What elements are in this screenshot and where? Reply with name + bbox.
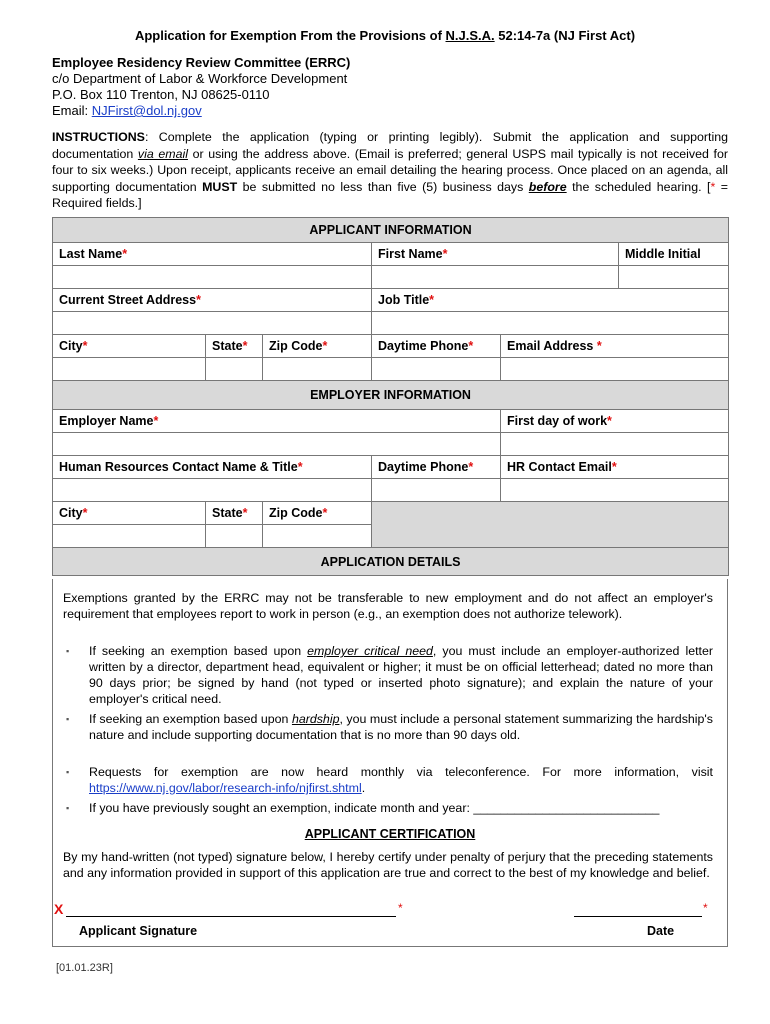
zip-code-field[interactable]: [263, 358, 372, 381]
email-line: Email: NJFirst@dol.nj.gov: [52, 103, 202, 118]
signature-line[interactable]: [66, 916, 396, 917]
mailing-address: P.O. Box 110 Trenton, NJ 08625-0110: [52, 87, 270, 102]
employer-city-label: City*: [53, 502, 206, 525]
state-field[interactable]: [206, 358, 263, 381]
hr-contact-label: Human Resources Contact Name & Title*: [53, 456, 372, 479]
employer-name-field[interactable]: [53, 433, 501, 456]
email-address-label: Email Address *: [501, 335, 729, 358]
zip-code-label: Zip Code*: [263, 335, 372, 358]
department-line: c/o Department of Labor & Workforce Development: [52, 71, 348, 86]
employer-city-field[interactable]: [53, 525, 206, 548]
middle-initial-label: Middle Initial: [619, 243, 729, 266]
employer-zip-label: Zip Code*: [263, 502, 372, 525]
details-section-heading: APPLICATION DETAILS: [53, 548, 729, 576]
details-box: [52, 579, 728, 947]
form-title: Application for Exemption From the Provisions of N.J.S.A. 52:14-7a (NJ First Act): [134, 28, 636, 43]
job-title-label: Job Title*: [372, 289, 729, 312]
previous-exemption-item[interactable]: If you have previously sought an exemption, indicate month and year: ___________________________: [89, 801, 660, 815]
job-title-field[interactable]: [372, 312, 729, 335]
employer-name-label: Employer Name*: [53, 410, 501, 433]
bullet-icon: ▪: [66, 646, 70, 656]
certification-heading: APPLICANT CERTIFICATION: [304, 827, 476, 841]
daytime-phone-label: Daytime Phone*: [372, 335, 501, 358]
email-address-field[interactable]: [501, 358, 729, 381]
hr-contact-field[interactable]: [53, 479, 372, 502]
employer-state-label: State*: [206, 502, 263, 525]
form-revision: [01.01.23R]: [56, 962, 113, 974]
instructions-paragraph: INSTRUCTIONS: Complete the application (typing or printing legibly). Submit the application and supporting documentation via email or using the address above. (Email is preferred; general USPS mail typically is not received for four to six weeks.) Upon receipt, applicants receive an email detailing the hearing process. Once placed on an agenda, all supporting documentation MUST be submitted no less than five (5) business days before the scheduled hearing. [* = Required fields.]: [52, 130, 728, 211]
daytime-phone-field[interactable]: [372, 358, 501, 381]
committee-name: Employee Residency Review Committee (ERRC): [52, 55, 351, 70]
certification-text: By my hand-written (not typed) signature below, I hereby certify under penalty of perjury that the preceding statements and any information provided in support of this application are true and correct to the best of my knowledge and belief.: [63, 850, 713, 880]
last-name-field[interactable]: [53, 266, 372, 289]
bullet-icon: ▪: [66, 767, 70, 777]
employer-zip-field[interactable]: [263, 525, 372, 548]
critical-need-item: If seeking an exemption based upon employer critical need, you must include an employer-authorized letter written by a director, department head, equivalent or higher; it must be on official letterhead; dated no more than 90 days prior; be signed by hand (not typed or inserted photo signature); and explain the nature of your employer's critical need.: [89, 644, 713, 706]
street-address-label: Current Street Address*: [53, 289, 372, 312]
first-name-field[interactable]: [372, 266, 619, 289]
middle-initial-field[interactable]: [619, 266, 729, 289]
applicant-section-heading: APPLICANT INFORMATION: [53, 218, 729, 243]
city-label: City*: [53, 335, 206, 358]
form-grid: [52, 217, 729, 576]
first-name-label: First Name*: [372, 243, 619, 266]
bullet-icon: ▪: [66, 714, 70, 724]
employer-phone-field[interactable]: [372, 479, 501, 502]
shaded-blank-cell: [372, 502, 729, 548]
signature-x-mark: X: [54, 901, 64, 917]
details-intro: Exemptions granted by the ERRC may not be transferable to new employment and do not affect an employer's requirement that employees report to work in person (e.g., an exemption does not authorize telework).: [63, 591, 713, 621]
date-line[interactable]: [574, 916, 702, 917]
teleconference-item: Requests for exemption are now heard monthly via teleconference. For more information, visit https://www.nj.gov/labor/research-info/njfirst.shtml.: [89, 765, 713, 795]
employer-phone-label: Daytime Phone*: [372, 456, 501, 479]
date-label: Date: [647, 924, 675, 938]
email-link[interactable]: NJFirst@dol.nj.gov: [91, 103, 202, 118]
first-day-label: First day of work*: [501, 410, 729, 433]
city-field[interactable]: [53, 358, 206, 381]
date-required-mark: *: [703, 901, 708, 915]
employer-section-heading: EMPLOYER INFORMATION: [53, 381, 729, 410]
hardship-item: If seeking an exemption based upon hardship, you must include a personal statement summarizing the hardship's nature and include supporting documentation that is no more than 90 days old.: [89, 712, 713, 742]
hr-email-field[interactable]: [501, 479, 729, 502]
bullet-icon: ▪: [66, 803, 70, 813]
signature-label: Applicant Signature: [79, 924, 198, 938]
employer-state-field[interactable]: [206, 525, 263, 548]
njfirst-link[interactable]: https://www.nj.gov/labor/research-info/njfirst.shtml: [89, 781, 362, 795]
state-label: State*: [206, 335, 263, 358]
hr-email-label: HR Contact Email*: [501, 456, 729, 479]
street-address-field[interactable]: [53, 312, 372, 335]
first-day-field[interactable]: [501, 433, 729, 456]
last-name-label: Last Name*: [53, 243, 372, 266]
signature-required-mark: *: [398, 901, 403, 915]
